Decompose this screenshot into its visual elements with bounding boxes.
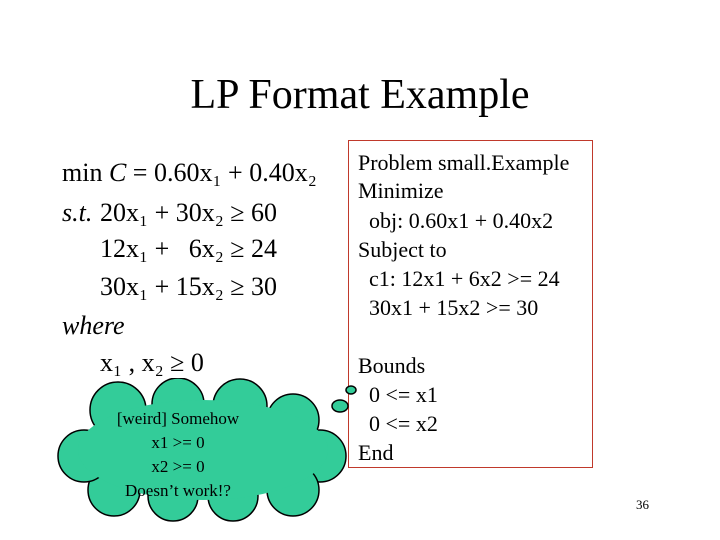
slide-title: LP Format Example <box>190 72 530 118</box>
constraint-2: 12x₁ + 6x₂ ≥ 24 <box>100 234 278 263</box>
lp-line-subject-to: Subject to <box>358 237 447 262</box>
lp-line-bounds: Bounds <box>358 353 426 378</box>
page-number: 36 <box>636 497 649 512</box>
lp-line-objective: obj: 0.60x1 + 0.40x2 <box>358 208 554 233</box>
lp-line-bound-x2: 0 <= x2 <box>358 411 438 436</box>
cloud-line-4: Doesn’t work!? <box>125 481 231 500</box>
objective-line <box>62 158 317 188</box>
st-label <box>62 198 92 228</box>
where-label <box>62 311 125 341</box>
lp-line-problem: Problem small.Example <box>358 150 570 175</box>
nonnegativity: x₁ , x₂ ≥ 0 <box>100 348 204 377</box>
cloud-text <box>78 407 278 503</box>
cloud-line-2: x1 >= 0 <box>151 433 205 452</box>
st-label-text: s.t. <box>62 198 93 227</box>
objective-keyword: min <box>62 158 103 187</box>
lp-line-end: End <box>358 440 394 465</box>
constraint-1: 20x₁ + 30x₂ ≥ 60 <box>100 198 278 227</box>
objective-variable: C <box>108 158 127 187</box>
cloud-line-3: x2 >= 0 <box>151 457 205 476</box>
lp-line-minimize: Minimize <box>358 178 444 203</box>
lp-line-c1: c1: 12x1 + 6x2 >= 24 <box>358 266 560 291</box>
cloud-line-1: [weird] Somehow <box>116 409 240 428</box>
where-label-text: where <box>62 311 125 340</box>
lp-line-c2: 30x1 + 15x2 >= 30 <box>358 295 539 320</box>
objective-expression: = 0.60x₁ + 0.40x₂ <box>132 158 317 187</box>
cloud-bubbles <box>332 386 356 412</box>
lp-line-bound-x1: 0 <= x1 <box>358 382 438 407</box>
constraint-3: 30x₁ + 15x₂ ≥ 30 <box>100 272 278 301</box>
